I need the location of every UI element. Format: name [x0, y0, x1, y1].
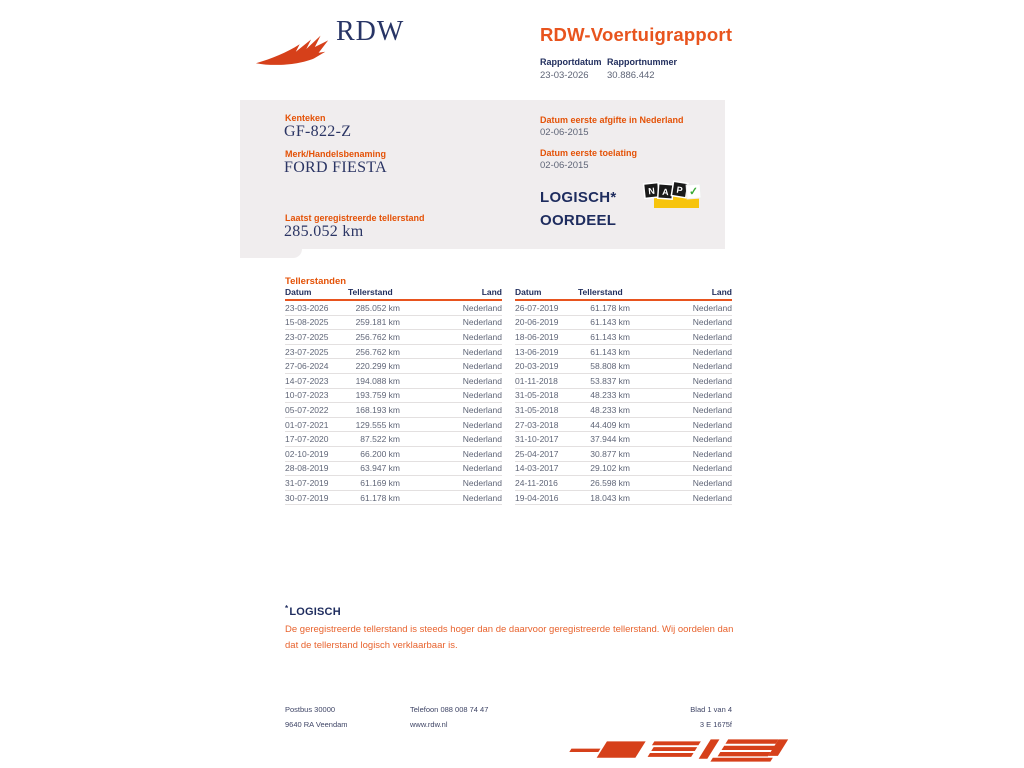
- table-row: [285, 345, 502, 360]
- table-row: [515, 389, 732, 404]
- odometer-cell: 63.947 km: [360, 463, 400, 474]
- country-cell: Nederland: [462, 346, 502, 357]
- footer-city: 9640 RA Veendam: [285, 720, 348, 729]
- kenteken-label: Kenteken: [285, 113, 326, 123]
- table-row: [285, 403, 502, 418]
- odometer-cell: 44.409 km: [590, 419, 630, 430]
- table-row: [515, 330, 732, 345]
- country-cell: Nederland: [692, 477, 732, 488]
- date-cell: 20-03-2019: [515, 361, 559, 372]
- table-row: [515, 418, 732, 433]
- vehicle-info-panel-tab: [240, 249, 302, 258]
- odometer-cell: 256.762 km: [355, 331, 400, 342]
- table-row: [285, 462, 502, 477]
- odometer-cell: 48.233 km: [590, 390, 630, 401]
- table-row: [515, 447, 732, 462]
- country-cell: Nederland: [462, 390, 502, 401]
- odometer-cell: 61.143 km: [590, 317, 630, 328]
- odometer-cell: 61.169 km: [360, 477, 400, 488]
- col-header-datum: Datum: [515, 287, 542, 297]
- country-cell: Nederland: [692, 346, 732, 357]
- table-row: [515, 374, 732, 389]
- date-cell: 19-04-2016: [515, 492, 559, 503]
- country-cell: Nederland: [462, 477, 502, 488]
- odometer-cell: 66.200 km: [360, 448, 400, 459]
- date-cell: 26-07-2019: [515, 302, 559, 313]
- country-cell: Nederland: [462, 492, 502, 503]
- odometer-cell: 193.759 km: [355, 390, 400, 401]
- country-cell: Nederland: [462, 317, 502, 328]
- country-cell: Nederland: [692, 448, 732, 459]
- date-cell: 18-06-2019: [515, 331, 559, 342]
- country-cell: Nederland: [462, 419, 502, 430]
- odometer-tables: [285, 289, 732, 505]
- odometer-cell: 29.102 km: [590, 463, 630, 474]
- table-body-left: [285, 301, 502, 505]
- date-cell: 10-07-2023: [285, 390, 329, 401]
- odometer-cell: 58.808 km: [590, 361, 630, 372]
- table-header: [515, 289, 732, 301]
- odometer-cell: 256.762 km: [355, 346, 400, 357]
- country-cell: Nederland: [692, 361, 732, 372]
- odometer-cell: 61.178 km: [590, 302, 630, 313]
- rdw-bird-icon: [254, 29, 332, 67]
- date-cell: 31-10-2017: [515, 434, 559, 445]
- table-row: [515, 491, 732, 506]
- country-cell: Nederland: [462, 434, 502, 445]
- decorative-stripes-icon: [548, 736, 790, 767]
- country-cell: Nederland: [462, 361, 502, 372]
- country-cell: Nederland: [692, 375, 732, 386]
- country-cell: Nederland: [692, 331, 732, 342]
- col-header-land: Land: [711, 287, 732, 297]
- country-cell: Nederland: [692, 463, 732, 474]
- afgifte-label: Datum eerste afgifte in Nederland: [540, 115, 684, 125]
- odometer-cell: 194.088 km: [355, 375, 400, 386]
- col-header-datum: Datum: [285, 287, 312, 297]
- col-header-tellerstand: Tellerstand: [578, 287, 623, 297]
- odometer-cell: 48.233 km: [590, 404, 630, 415]
- date-cell: 28-08-2019: [285, 463, 329, 474]
- oordeel-line1: LOGISCH*: [540, 189, 617, 206]
- date-cell: 01-11-2018: [515, 375, 558, 386]
- merk-label: Merk/Handelsbenaming: [285, 149, 387, 159]
- country-cell: Nederland: [462, 404, 502, 415]
- odometer-cell: 30.877 km: [590, 448, 630, 459]
- country-cell: Nederland: [692, 404, 732, 415]
- odometer-table-left: [285, 289, 502, 505]
- footer-phone: Telefoon 088 008 74 47: [410, 705, 489, 714]
- table-row: [515, 301, 732, 316]
- table-row: [285, 418, 502, 433]
- table-row: [515, 316, 732, 331]
- footer-contact: [410, 702, 488, 732]
- footer-pagination: [690, 702, 732, 732]
- table-row: [515, 432, 732, 447]
- odometer-cell: 61.178 km: [360, 492, 400, 503]
- report-number-label: Rapportnummer: [607, 57, 678, 67]
- odometer-cell: 285.052 km: [355, 302, 400, 313]
- date-cell: 13-06-2019: [515, 346, 559, 357]
- date-cell: 01-07-2021: [285, 419, 329, 430]
- odometer-cell: 61.143 km: [590, 346, 630, 357]
- report-date-label: Rapportdatum: [540, 57, 602, 67]
- table-row: [285, 359, 502, 374]
- footer-website-link[interactable]: www.rdw.nl: [410, 720, 448, 729]
- odometer-cell: 26.598 km: [590, 477, 630, 488]
- country-cell: Nederland: [462, 375, 502, 386]
- laatste-tellerstand-value: 285.052 km: [284, 223, 364, 240]
- toelating-value: 02-06-2015: [540, 160, 589, 171]
- date-cell: 20-06-2019: [515, 317, 559, 328]
- table-row: [515, 476, 732, 491]
- table-row: [285, 374, 502, 389]
- nap-letter-a: A: [658, 185, 672, 199]
- toelating-label: Datum eerste toelating: [540, 148, 638, 158]
- odometer-cell: 168.193 km: [355, 404, 400, 415]
- country-cell: Nederland: [692, 390, 732, 401]
- date-cell: 02-10-2019: [285, 448, 329, 459]
- table-row: [285, 316, 502, 331]
- date-cell: 27-06-2024: [285, 361, 329, 372]
- report-date-value: 23-03-2026: [540, 70, 589, 81]
- table-header: [285, 289, 502, 301]
- footer-address: [285, 702, 348, 732]
- table-row: [285, 476, 502, 491]
- date-cell: 14-03-2017: [515, 463, 559, 474]
- report-number-value: 30.886.442: [607, 70, 655, 81]
- country-cell: Nederland: [462, 463, 502, 474]
- table-row: [285, 432, 502, 447]
- col-header-land: Land: [481, 287, 502, 297]
- date-cell: 25-04-2017: [515, 448, 559, 459]
- merk-value: FORD FIESTA: [284, 159, 387, 176]
- date-cell: 23-03-2026: [285, 302, 329, 313]
- date-cell: 15-08-2025: [285, 317, 329, 328]
- odometer-cell: 87.522 km: [360, 434, 400, 445]
- footnote-asterisk: *: [285, 604, 289, 613]
- afgifte-value: 02-06-2015: [540, 127, 589, 138]
- nap-checkmark-icon: ✓: [688, 185, 699, 199]
- odometer-cell: 220.299 km: [355, 361, 400, 372]
- nap-letter-n: N: [644, 183, 658, 197]
- date-cell: 05-07-2022: [285, 404, 329, 415]
- table-row: [285, 389, 502, 404]
- footnote-title: *LOGISCH: [285, 604, 341, 618]
- odometer-cell: 129.555 km: [355, 419, 400, 430]
- odometer-cell: 37.944 km: [590, 434, 630, 445]
- footer-page-number: Blad 1 van 4: [690, 705, 732, 714]
- date-cell: 23-07-2025: [285, 346, 329, 357]
- country-cell: Nederland: [692, 492, 732, 503]
- country-cell: Nederland: [692, 434, 732, 445]
- country-cell: Nederland: [692, 419, 732, 430]
- footer-doc-code: 3 E 1675f: [699, 720, 732, 729]
- page-title: RDW-Voertuigrapport: [540, 24, 733, 45]
- nap-letter-p: P: [672, 182, 687, 197]
- table-row: [285, 447, 502, 462]
- laatste-tellerstand-label: Laatst geregistreerde tellerstand: [285, 213, 425, 223]
- oordeel-line2: OORDEEL: [540, 212, 617, 229]
- footnote-body: De geregistreerde tellerstand is steeds hoger dan de daarvoor geregistreerde tellerstand. Wij oordelen dan dat de tellerstand logisch verklaarbaar is.: [285, 624, 734, 651]
- footer-postbus: Postbus 30000: [285, 705, 336, 714]
- odometer-table-right: [515, 289, 732, 505]
- col-header-tellerstand: Tellerstand: [348, 287, 393, 297]
- oordeel-text: [540, 186, 617, 232]
- date-cell: 31-05-2018: [515, 390, 559, 401]
- tellerstanden-section-title: Tellerstanden: [285, 276, 347, 287]
- table-row: [285, 301, 502, 316]
- date-cell: 31-05-2018: [515, 404, 559, 415]
- rdw-logo-text: RDW: [336, 16, 405, 47]
- table-row: [285, 330, 502, 345]
- odometer-cell: 61.143 km: [590, 331, 630, 342]
- country-cell: Nederland: [462, 331, 502, 342]
- country-cell: Nederland: [692, 317, 732, 328]
- odometer-cell: 53.837 km: [590, 375, 630, 386]
- table-row: [515, 345, 732, 360]
- odometer-cell: 18.043 km: [590, 492, 630, 503]
- country-cell: Nederland: [692, 302, 732, 313]
- country-cell: Nederland: [462, 448, 502, 459]
- date-cell: 31-07-2019: [285, 477, 329, 488]
- date-cell: 24-11-2016: [515, 477, 558, 488]
- date-cell: 17-07-2020: [285, 434, 329, 445]
- table-body-right: [515, 301, 732, 505]
- nap-logo: [645, 184, 701, 211]
- kenteken-value: GF-822-Z: [284, 123, 352, 140]
- date-cell: 23-07-2025: [285, 331, 329, 342]
- date-cell: 27-03-2018: [515, 419, 559, 430]
- table-row: [515, 462, 732, 477]
- date-cell: 30-07-2019: [285, 492, 329, 503]
- table-row: [515, 403, 732, 418]
- country-cell: Nederland: [462, 302, 502, 313]
- date-cell: 14-07-2023: [285, 375, 329, 386]
- odometer-cell: 259.181 km: [355, 317, 400, 328]
- logisch-footnote: [285, 604, 737, 653]
- table-row: [515, 359, 732, 374]
- table-row: [285, 491, 502, 506]
